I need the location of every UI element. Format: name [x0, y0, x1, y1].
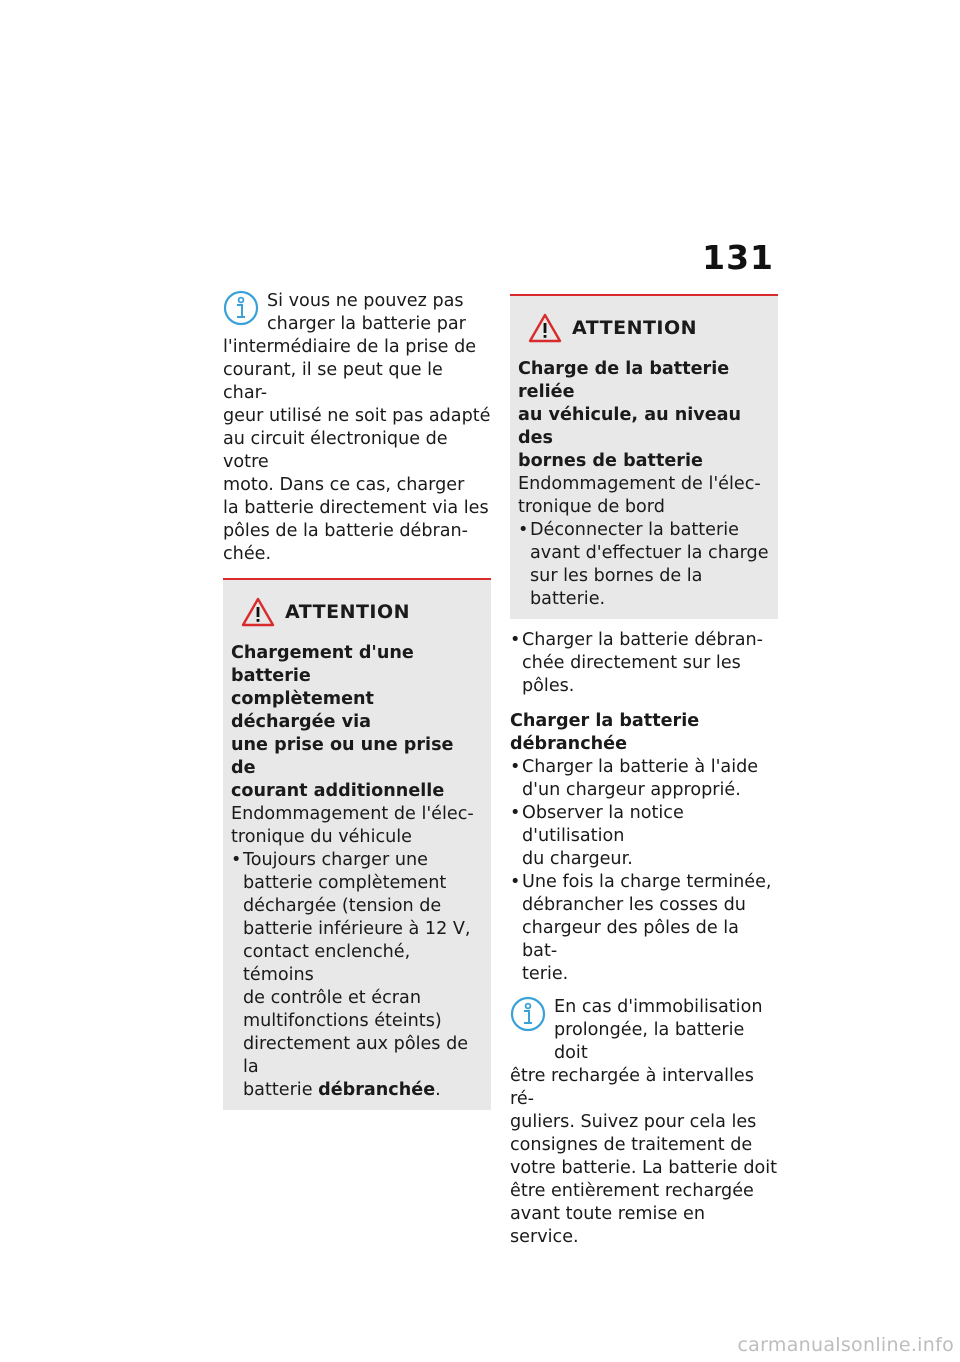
bullet-bold-text: débranchée	[318, 1080, 436, 1100]
bullet-line	[243, 1079, 483, 1102]
warning-title: ATTENTION	[285, 600, 411, 623]
bullet-line: déchargée (tension de	[243, 896, 442, 916]
bullet-line: • Toujours charger une	[243, 850, 428, 870]
info-line: guliers. Suivez pour cela les	[510, 1112, 757, 1132]
info-note	[510, 996, 778, 1249]
bullet-line: pôles.	[522, 676, 575, 696]
warning-heading: Charge de la batterie reliée	[518, 359, 730, 402]
bullet-line: • Charger la batterie à l'aide	[522, 757, 759, 777]
bullet-list	[510, 756, 778, 986]
warning-heading: au véhicule, au niveau des	[518, 405, 742, 448]
bullet-line: • Une fois la charge terminée,	[522, 872, 772, 892]
info-line: En cas d'immobilisation	[554, 997, 763, 1017]
info-line: charger la batterie par	[267, 314, 466, 334]
bullet-line: batterie complètement	[243, 873, 447, 893]
warning-bullet	[231, 849, 483, 1102]
bullet-text: batterie	[243, 1080, 319, 1100]
warning-heading: une prise ou une prise de	[231, 735, 454, 778]
bullet-line: • Charger la batterie débran-	[522, 630, 764, 650]
bullet-line: d'un chargeur approprié.	[522, 780, 741, 800]
bullet-line: terie.	[522, 964, 569, 984]
warning-triangle-icon	[528, 312, 562, 344]
bullet-line: • Observer la notice d'utilisation	[522, 803, 684, 846]
info-icon	[510, 996, 546, 1032]
warning-heading: bornes de batterie	[518, 451, 703, 471]
warning-triangle-icon	[241, 596, 275, 628]
section-title	[510, 710, 778, 756]
bullet-line: avant d'effectuer la charge	[530, 543, 769, 563]
info-line: courant, il se peut que le char-	[223, 360, 443, 403]
info-note	[223, 290, 491, 566]
info-line: votre batterie. La batterie doit	[510, 1158, 778, 1178]
bullet-line: chargeur des pôles de la bat-	[522, 918, 739, 961]
bullet-line: contact enclenché, témoins	[243, 942, 411, 985]
info-line: geur utilisé ne soit pas adapté	[223, 406, 491, 426]
bullet-line: sur les bornes de la batterie.	[530, 566, 703, 609]
page-number: 131	[702, 238, 774, 277]
warning-heading: courant additionnelle	[231, 781, 445, 801]
list-item	[510, 629, 778, 698]
bullet-line: débrancher les cosses du	[522, 895, 746, 915]
warning-box	[223, 578, 491, 1110]
warning-header	[241, 594, 483, 630]
info-line: chée.	[223, 544, 272, 564]
bullet-line: batterie inférieure à 12 V,	[243, 919, 471, 939]
bullet-line: • Déconnecter la batterie	[530, 520, 739, 540]
info-line: au circuit électronique de votre	[223, 429, 448, 472]
info-line: la batterie directement via les	[223, 498, 489, 518]
warning-bullet-list	[231, 849, 483, 1102]
info-icon	[223, 290, 259, 326]
bullet-line: du chargeur.	[522, 849, 633, 869]
info-line: moto. Dans ce cas, charger	[223, 475, 465, 495]
bullet-line: multifonctions éteints)	[243, 1011, 442, 1031]
info-line: être entièrement rechargée	[510, 1181, 754, 1201]
warning-box	[510, 294, 778, 619]
info-line: consignes de traitement de	[510, 1135, 753, 1155]
info-line: l'intermédiaire de la prise de	[223, 337, 477, 357]
warning-bullet-list	[518, 519, 770, 611]
warning-header	[528, 310, 770, 346]
warning-heading: complètement déchargée via	[231, 689, 374, 732]
info-line: être rechargée à intervalles ré-	[510, 1066, 754, 1109]
warning-body: tronique du véhicule	[231, 827, 413, 847]
info-line: prolongée, la batterie doit	[554, 1020, 745, 1063]
section-title-line: débranchée	[510, 734, 628, 754]
bullet-line: de contrôle et écran	[243, 988, 421, 1008]
warning-bullet	[518, 519, 770, 611]
bullet-line: directement aux pôles de la	[243, 1034, 469, 1077]
bullet-list	[510, 629, 778, 698]
list-item	[510, 871, 778, 986]
list-item	[510, 756, 778, 802]
info-line: pôles de la batterie débran-	[223, 521, 469, 541]
bullet-line: chée directement sur les	[522, 653, 741, 673]
footer-watermark: carmanualsonline.info	[737, 1334, 954, 1356]
list-item	[510, 802, 778, 871]
warning-title: ATTENTION	[572, 316, 698, 339]
warning-body: tronique de bord	[518, 497, 665, 517]
warning-body: Endommagement de l'élec-	[231, 804, 474, 824]
warning-body: Endommagement de l'élec-	[518, 474, 761, 494]
left-column	[223, 290, 491, 1110]
section-title-line: Charger la batterie	[510, 711, 700, 731]
info-line: Si vous ne pouvez pas	[267, 291, 464, 311]
warning-heading: Chargement d'une batterie	[231, 643, 414, 686]
info-line: avant toute remise en service.	[510, 1204, 706, 1247]
bullet-text: .	[435, 1080, 441, 1100]
right-column	[510, 294, 778, 1249]
